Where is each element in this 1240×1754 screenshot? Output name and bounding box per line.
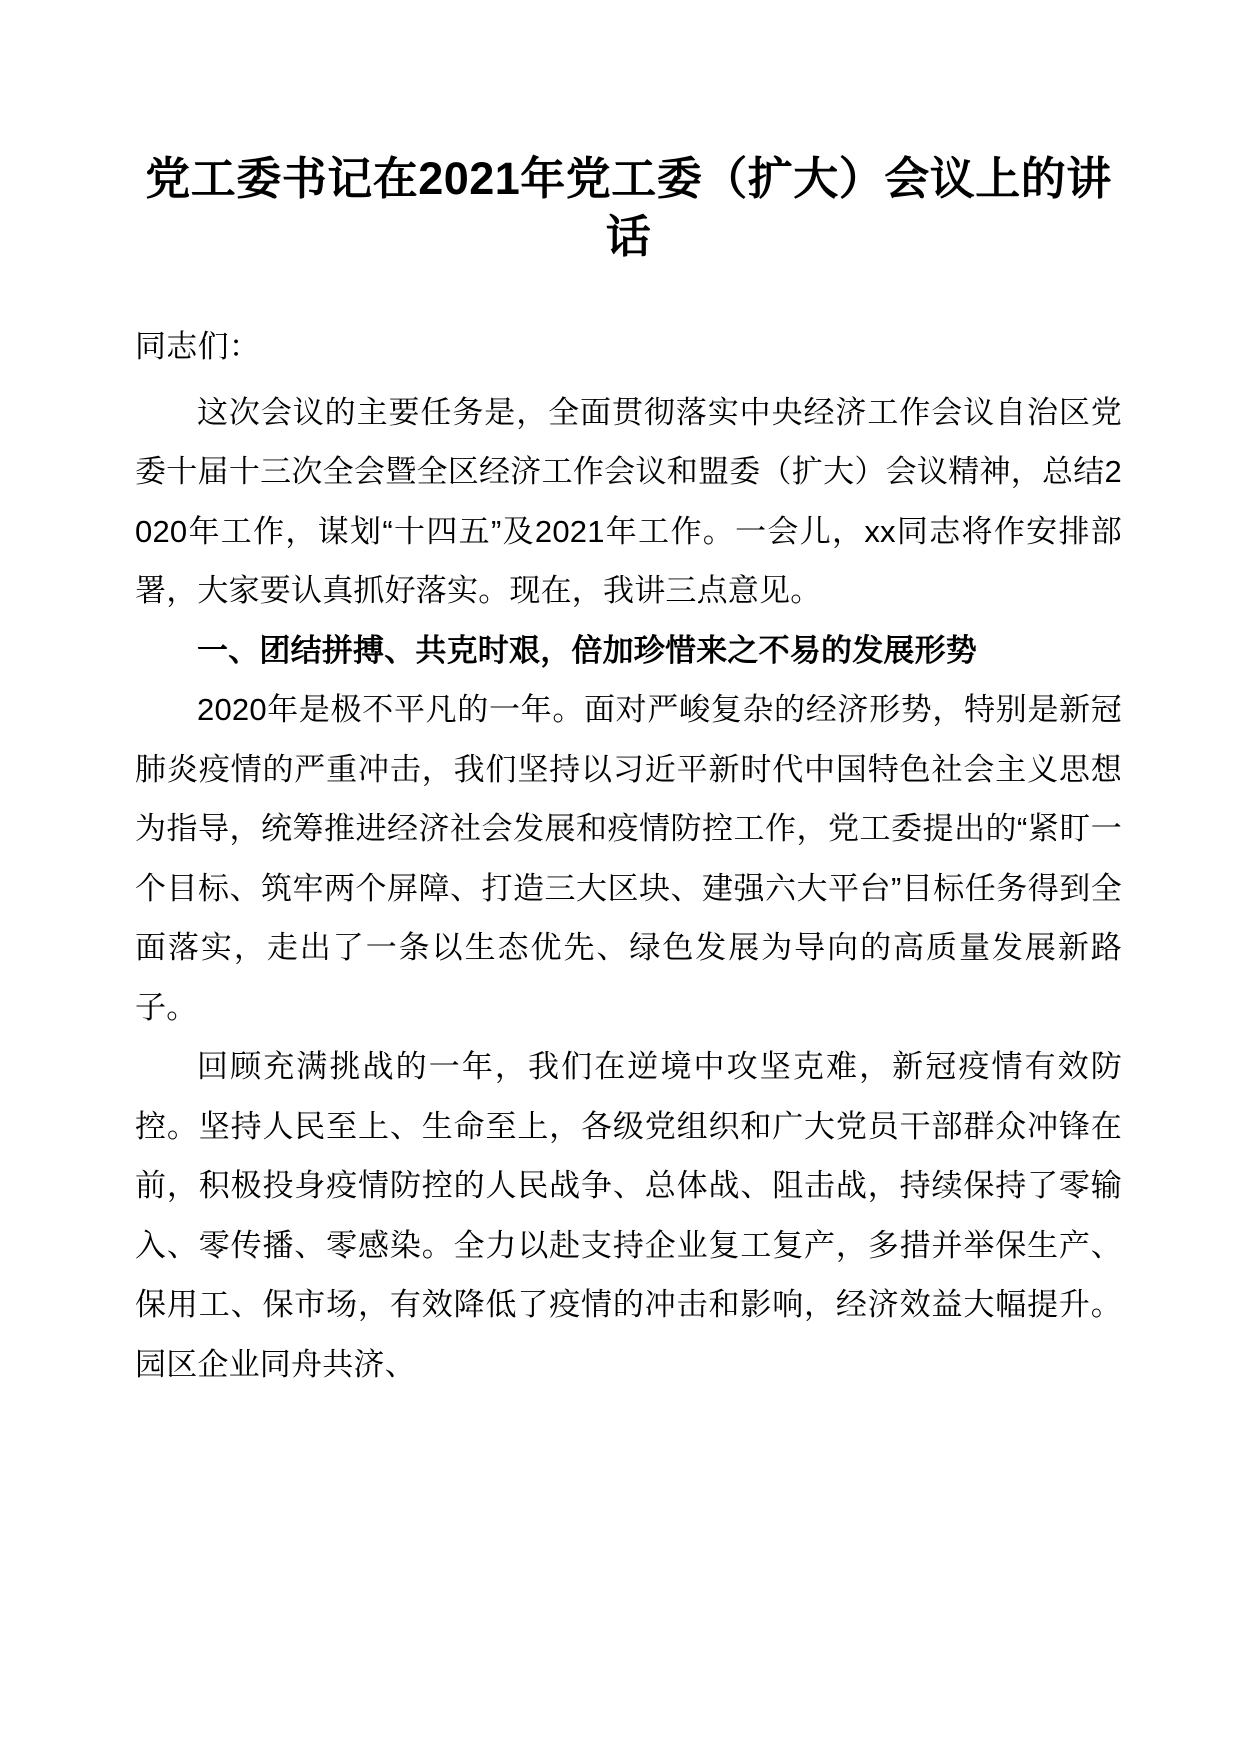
- salutation: 同志们：: [135, 329, 261, 365]
- page-title: 党工委书记在2021年党工委（扩大）会议上的讲话: [145, 153, 1112, 262]
- paragraph-1: 这次会议的主要任务是，全面贯彻落实中央经济工作会议自治区党委十届十三次全会暨全区经济工作会议和盟委（扩大）会议精神，总结2020年工作，谋划“十四五”及2021年工作。一会儿，xx同志将作安排部署，大家要认真抓好落实。现在，我讲三点意见。: [135, 394, 1122, 609]
- paragraph-3: 回顾充满挑战的一年，我们在逆境中攻坚克难，新冠疫情有效防控。坚持人民至上、生命至上，各级党组织和广大党员干部群众冲锋在前，积极投身疫情防控的人民战争、总体战、阻击战，持续保持了零输入、零传播、零感染。全力以赴支持企业复工复产，多措并举保生产、保用工、保市场，有效降低了疫情的冲击和影响，经济效益大幅提升。园区企业同舟共济、: [135, 1049, 1122, 1382]
- paragraph-2: 2020年是极不平凡的一年。面对严峻复杂的经济形势，特别是新冠肺炎疫情的严重冲击，我们坚持以习近平新时代中国特色社会主义思想为指导，统筹推进经济社会发展和疫情防控工作，党工委提出的“紧盯一个目标、筑牢两个屏障、打造三大区块、建强六大平台”目标任务得到全面落实，走出了一条以生态优先、绿色发展为导向的高质量发展新路子。: [135, 692, 1122, 1025]
- section-heading-1: 一、团结拼搏、共克时艰，倍加珍惜来之不易的发展形势: [197, 632, 977, 668]
